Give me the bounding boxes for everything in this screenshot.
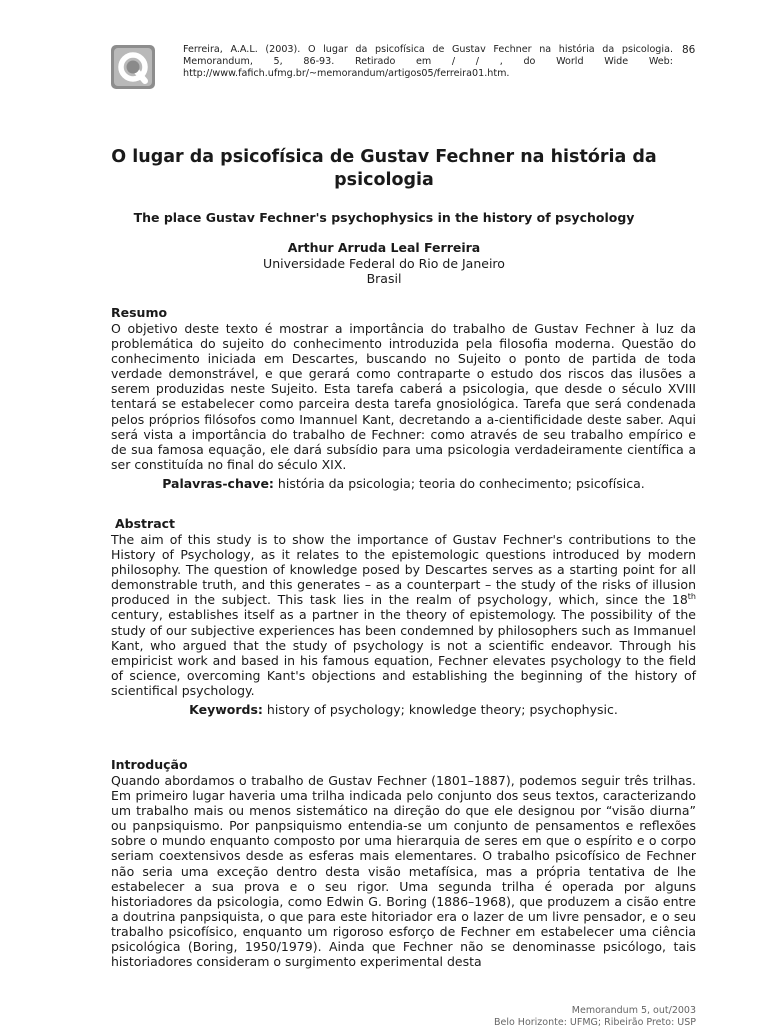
paper-subtitle: The place Gustav Fechner's psychophysics in the history of psychology: [100, 210, 668, 226]
resumo-section: [111, 305, 696, 491]
paper-title: O lugar da psicofísica de Gustav Fechner na história da psicologia: [100, 146, 668, 192]
citation-line-2: Memorandum, 5, 86-93. Retirado em / / , do World Wide Web:: [183, 56, 673, 68]
introducao-text: Quando abordamos o trabalho de Gustav Fechner (1801–1887), podemos seguir três trilhas. Em primeiro lugar haveria uma trilha indicada pelo conjunto dos seus textos, caracterizando um trabalho mais ou menos sistemático na direção do que ele designou por “visão diurna” ou panpsiquismo. Por panpsiquismo entendia-se um conjunto de pensamentos e reflexões sobre o mundo enquanto composto por uma hierarquia de seres em que o espírito e o corpo seriam coextensivos desde as esferas mais elementares. O trabalho psicofísico de Fechner não seria uma exceção dentro desta visão metafísica, mas a própria tentativa de lhe estabelecer a sua prova e o seu rigor. Uma segunda trilha é operada por alguns historiadores da psicologia, como Edwin G. Boring (1886–1968), que produzem a cisão entre a doutrina panpsiquista, o que para este hitoriador era o lazer de um livre pensador, e o seu trabalho psicofísico, enquanto um rigoroso esforço de Fechner em estabelecer uma ciência psicológica (Boring, 1950/1979). Ainda que Fechner não se denominasse psicólogo, tais historiadores consideram o surgimento experimental desta: [111, 773, 696, 969]
memorandum-logo: [111, 45, 155, 89]
abstract-keywords: [111, 702, 696, 717]
resumo-keywords-label: Palavras-chave:: [162, 476, 274, 491]
resumo-text: O objetivo deste texto é mostrar a importância do trabalho de Gustav Fechner à luz da problemática do sujeito do conhecimento introduzida pela filosofia moderna. Questão do conhecimento iniciada em Descartes, buscando no Sujeito o ponto de partida de toda verdade demonstrável, e que gerará como contraparte o estudo dos riscos das ilusões a serem produzidas neste Sujeito. Esta tarefa caberá a psicologia, que desde o século XVIII tentará se estabelecer como parceira desta tarefa gnosiológica. Tarefa que será condenada pelos próprios filósofos como Imannuel Kant, decretando a a-cientificidade deste saber. Aqui será vista a importância do trabalho de Fechner: como através de seu trabalho empírico e de sua famosa equação, ele dará subsídio para uma psicologia verdadeiramente científica a ser constituída no final do século XIX.: [111, 321, 696, 472]
page-number: 86: [682, 44, 695, 56]
page-footer: [494, 1005, 696, 1028]
abstract-keywords-label: Keywords:: [189, 702, 263, 717]
abstract-text-sup: th: [688, 592, 696, 601]
citation-header: [183, 44, 673, 80]
resumo-heading: Resumo: [111, 305, 696, 321]
author-name: Arthur Arruda Leal Ferreira: [100, 240, 668, 256]
resumo-keywords: [111, 476, 696, 491]
author-institution: Universidade Federal do Rio de Janeiro: [100, 256, 668, 272]
resumo-keywords-value: história da psicologia; teoria do conhecimento; psicofísica.: [278, 476, 645, 491]
author-country: Brasil: [100, 271, 668, 287]
abstract-keywords-value: history of psychology; knowledge theory; psychophysic.: [267, 702, 618, 717]
abstract-section: [111, 516, 696, 717]
abstract-heading: Abstract: [111, 516, 696, 532]
citation-line-1: Ferreira, A.A.L. (2003). O lugar da psicofísica de Gustav Fechner na história da psicologia.: [183, 44, 673, 56]
introducao-section: [111, 757, 696, 969]
memorandum-q-logo-icon: [111, 45, 155, 89]
author-block: [100, 240, 668, 287]
abstract-text-part-2: century, establishes itself as a partner in the theory of epistemology. The possibility of the study of our subjective experiences has been condemned by philosophers such as Immanuel Kant, who argued that the study of psychology is not a scientific endeavor. Through his empiricist work and based in his famous equation, Fechner elevates psychology to the field of science, overcoming Kant's objections and establishing the beginning of the history of scientifical psychology.: [111, 607, 696, 697]
citation-line-3: http://www.fafich.ufmg.br/~memorandum/artigos05/ferreira01.htm.: [183, 68, 673, 80]
footer-line-1: Memorandum 5, out/2003: [494, 1005, 696, 1017]
abstract-text-part-1: The aim of this study is to show the importance of Gustav Fechner's contributions to the History of Psychology, as it relates to the epistemologic questions introduced by modern philosophy. The question of knowledge posed by Descartes serves as a starting point for all demonstrable truth, and this generates – as a counterpart – the study of the risks of illusion produced in the subject. This task lies in the realm of psychology, which, since the 18: [111, 532, 696, 607]
abstract-text: [111, 532, 696, 698]
introducao-heading: Introdução: [111, 757, 696, 773]
footer-line-2: Belo Horizonte: UFMG; Ribeirão Preto: USP: [494, 1017, 696, 1028]
